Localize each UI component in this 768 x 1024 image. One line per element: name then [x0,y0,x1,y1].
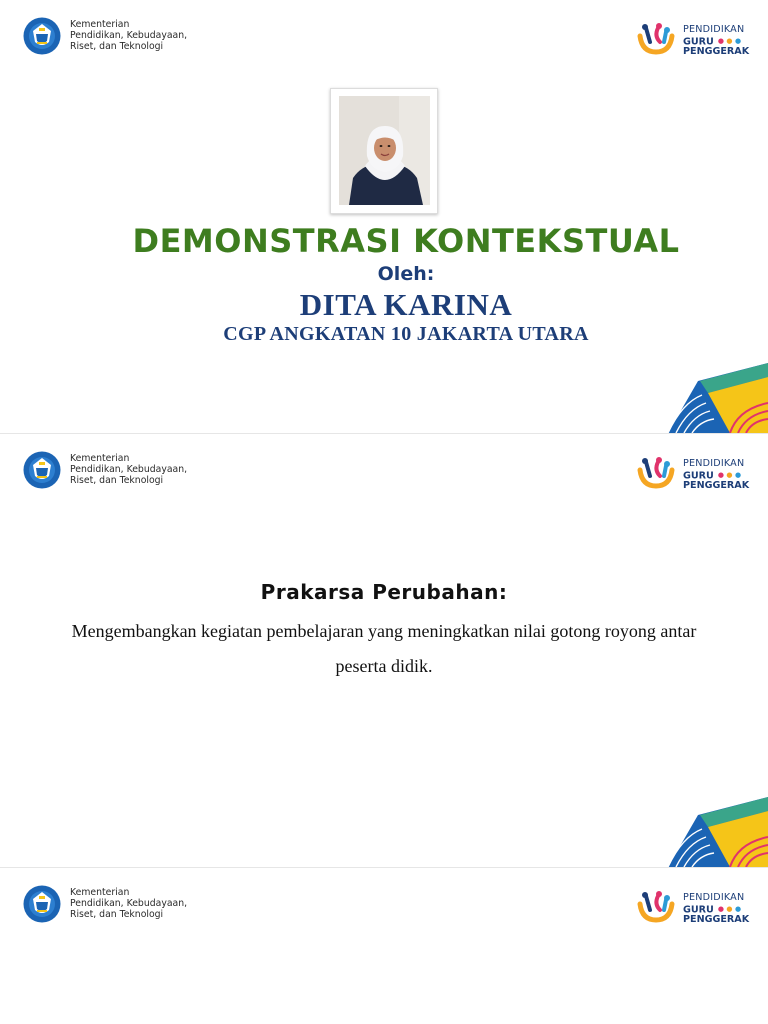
guru-penggerak-logo-icon [636,22,676,56]
program-name: PENDIDIKAN GURU ● ● ● PENGGERAK [683,892,750,926]
dots-icon: ● ● ● [717,904,742,913]
kemendikbud-logo-icon [23,451,61,489]
section-body: Mengembangkan kegiatan pembelajaran yang meningkatkan nilai gotong royong antar peserta didik. [71,621,697,676]
presenter-name: DITA KARINA [299,287,513,322]
kemendikbud-logo-icon [23,885,61,923]
program-name: PENDIDIKAN GURU ● ● ● PENGGERAK [683,24,750,58]
ministry-name: Kementerian Pendidikan, Kebudayaan, Riset, dan Teknologi [70,887,188,920]
guru-penggerak-logo-icon [636,890,676,924]
section-heading: Prakarsa Perubahan: [260,580,508,604]
ministry-name: Kementerian Pendidikan, Kebudayaan, Riset, dan Teknologi [70,19,188,52]
corner-decoration-icon [668,797,768,867]
ministry-name: Kementerian Pendidikan, Kebudayaan, Riset, dan Teknologi [70,453,188,486]
dots-icon: ● ● ● [717,470,742,479]
program-name: PENDIDIKAN GURU ● ● ● PENGGERAK [683,458,750,492]
corner-decoration-icon [668,363,768,433]
guru-penggerak-logo-icon [636,456,676,490]
by-label: Oleh: [377,263,435,285]
dots-icon: ● ● ● [717,36,742,45]
kemendikbud-logo-icon [23,17,61,55]
slide-prakarsa [0,434,768,867]
presenter-group: CGP ANGKATAN 10 JAKARTA UTARA [223,323,589,345]
slide-next-partial [0,868,768,1024]
presenter-photo-frame [330,88,438,214]
presenter-photo [339,96,430,205]
slide-cover [0,0,768,433]
slide-title: DEMONSTRASI KONTEKSTUAL [132,222,680,260]
